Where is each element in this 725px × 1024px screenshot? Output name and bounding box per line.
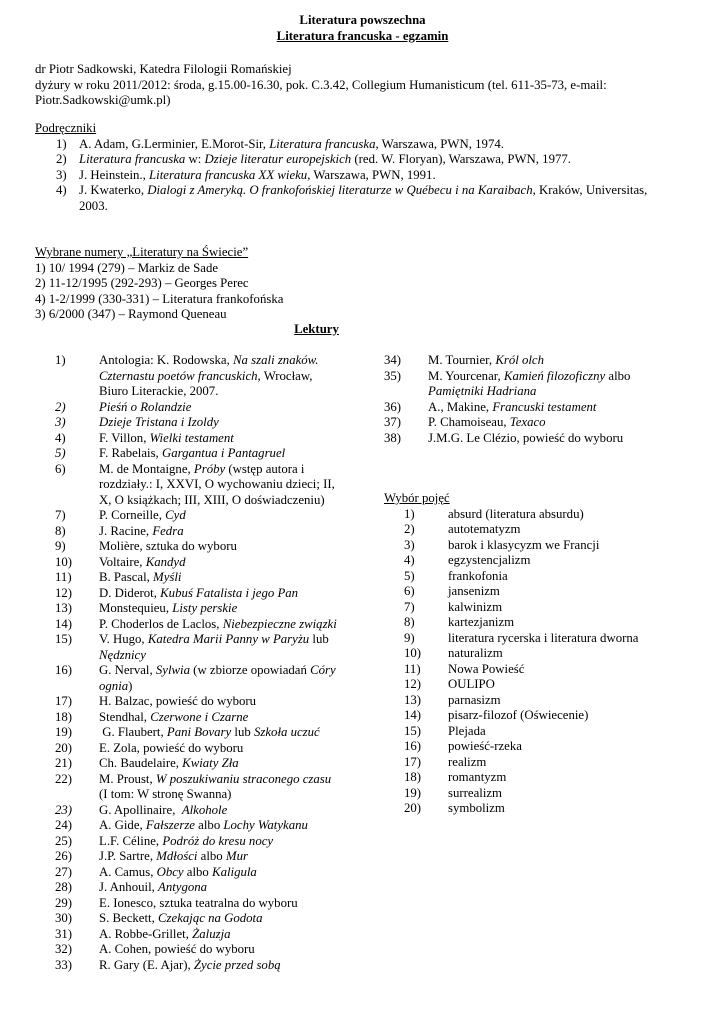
contact-line-1: dr Piotr Sadkowski, Katedra Filologii Romańskiej <box>35 62 292 76</box>
reading-text: Monstequieu, Listy perskie <box>99 601 238 615</box>
concept-item <box>404 708 684 724</box>
reading-number: 37) <box>384 415 402 429</box>
reading-text: Antologia: K. Rodowska, Na szali znaków. Czternastu poetów francuskich, Wrocław, Biuro Literackie, 2007. <box>99 353 319 398</box>
reading-text: F. Rabelais, Gargantua i Pantagruel <box>99 446 286 460</box>
reading-text: L.F. Céline, Podróż do kresu nocy <box>99 833 274 848</box>
concepts-heading: Wybór pojęć <box>384 491 450 505</box>
reading-item <box>55 539 340 555</box>
reading-item <box>55 756 340 772</box>
reading-number: 35) <box>384 368 402 383</box>
concept-number: 7) <box>404 599 415 614</box>
concept-number: 3) <box>404 537 415 552</box>
concept-number: 14) <box>404 708 422 722</box>
concept-text: OULIPO <box>448 677 495 691</box>
reading-text: P. Corneille, Cyd <box>99 508 186 522</box>
textbook-number: 4) <box>56 183 67 197</box>
concept-text: pisarz-filozof (Oświecenie) <box>448 708 589 722</box>
concept-text: realizm <box>448 754 487 769</box>
reading-text: V. Hugo, Katedra Marii Panny w Paryżu lub Nędznicy <box>99 632 329 662</box>
concept-text: literatura rycerska i literatura dworna <box>448 630 639 645</box>
reading-number: 22) <box>55 771 73 786</box>
reading-item <box>55 725 340 741</box>
reading-number: 38) <box>384 430 402 445</box>
reading-item <box>55 927 340 943</box>
textbook-text: A. Adam, G.Lerminier, E.Morot-Sir, Literatura francuska, Warszawa, PWN, 1974. <box>79 136 504 151</box>
reading-number: 18) <box>55 709 73 724</box>
reading-item <box>55 400 340 416</box>
reading-text: E. Zola, powieść do wyboru <box>99 740 244 755</box>
concept-text: symbolizm <box>448 801 505 815</box>
concept-number: 4) <box>404 553 415 567</box>
reading-number: 20) <box>55 740 73 755</box>
reading-item <box>55 911 340 927</box>
reading-text: E. Ionesco, sztuka teatralna do wyboru <box>99 895 298 910</box>
reading-item <box>55 555 340 571</box>
reading-number: 27) <box>55 864 73 879</box>
reading-item <box>55 865 340 881</box>
reading-item <box>55 570 340 586</box>
reading-number: 10) <box>55 554 73 569</box>
readings-list-left <box>55 353 340 973</box>
reading-item <box>55 663 340 694</box>
concept-text: powieść-rzeka <box>448 739 522 753</box>
concept-number: 13) <box>404 692 422 707</box>
concept-number: 5) <box>404 568 415 583</box>
reading-item <box>55 741 340 757</box>
reading-item <box>55 462 340 509</box>
concept-item <box>404 615 684 631</box>
reading-text: A., Makine, Francuski testament <box>428 399 597 414</box>
reading-item <box>55 415 340 431</box>
reading-text: J.M.G. Le Clézio, powieść do wyboru <box>428 430 624 445</box>
reading-item <box>55 818 340 834</box>
concept-item <box>404 646 684 662</box>
reading-item <box>55 446 340 462</box>
reading-text: S. Beckett, Czekając na Godota <box>99 911 263 925</box>
reading-item <box>384 369 684 400</box>
reading-item <box>55 849 340 865</box>
concept-item <box>404 739 684 755</box>
concept-text: kartezjanizm <box>448 615 515 629</box>
reading-text: M. de Montaigne, Próby (wstęp autora i rozdziały.: I, XXVI, O wychowaniu dzieci; II, X, O książkach; III, XIII, O doświadczeniu) <box>99 461 335 507</box>
reading-number: 19) <box>55 725 73 739</box>
reading-number: 5) <box>55 446 66 460</box>
concept-text: kalwinizm <box>448 599 503 614</box>
reading-text: J. Anhouil, Antygona <box>99 880 208 894</box>
reading-number: 4) <box>55 430 66 445</box>
reading-item <box>55 803 340 819</box>
reading-item <box>55 586 340 602</box>
reading-item <box>55 353 340 400</box>
concept-text: jansenizm <box>448 584 500 598</box>
reading-number: 9) <box>55 539 66 553</box>
reading-item <box>55 896 340 912</box>
concept-item <box>404 631 684 647</box>
issues-heading: Wybrane numery „Literatury na Świecie” <box>35 245 249 259</box>
reading-number: 13) <box>55 601 73 615</box>
concept-text: Plejada <box>448 723 486 738</box>
reading-number: 3) <box>55 415 66 429</box>
reading-text: M. Yourcenar, Kamień filozoficzny albo Pamiętniki Hadriana <box>428 368 631 398</box>
reading-text: Ch. Baudelaire, Kwiaty Zła <box>99 756 239 770</box>
concept-number: 17) <box>404 754 422 769</box>
reading-number: 1) <box>55 353 66 367</box>
reading-text: Dzieje Tristana i Izoldy <box>99 415 219 429</box>
reading-text: J.P. Sartre, Mdłości albo Mur <box>99 849 248 863</box>
reading-number: 25) <box>55 833 73 848</box>
concept-item <box>404 724 684 740</box>
issues-list <box>35 261 690 323</box>
reading-number: 24) <box>55 818 73 832</box>
reading-number: 23) <box>55 802 73 817</box>
reading-number: 21) <box>55 756 73 770</box>
reading-number: 30) <box>55 911 73 925</box>
reading-number: 11) <box>55 570 72 584</box>
reading-text: G. Nerval, Sylwia (w zbiorze opowiadań Córy ognia) <box>99 663 336 693</box>
reading-text: R. Gary (E. Ajar), Życie przed sobą <box>99 957 281 972</box>
reading-text: A. Robbe-Grillet, Żaluzja <box>99 926 231 941</box>
reading-number: 15) <box>55 632 73 646</box>
reading-text: F. Villon, Wielki testament <box>99 430 234 445</box>
reading-text: M. Proust, W poszukiwaniu straconego czasu (I tom: W stronę Swanna) <box>99 771 332 801</box>
concept-item <box>404 677 684 693</box>
concept-item <box>404 569 684 585</box>
concept-item <box>404 662 684 678</box>
concept-text: absurd (literatura absurdu) <box>448 506 584 521</box>
reading-text: B. Pascal, Myśli <box>99 570 182 584</box>
contact-info <box>35 62 690 109</box>
concept-number: 19) <box>404 785 422 800</box>
reading-number: 32) <box>55 942 73 956</box>
issue-item: 3) 6/2000 (347) – Raymond Queneau <box>35 307 227 321</box>
concept-number: 6) <box>404 584 415 598</box>
textbooks-heading: Podręczniki <box>35 121 97 135</box>
reading-number: 16) <box>55 663 73 677</box>
reading-item <box>55 601 340 617</box>
issue-item: 4) 1-2/1999 (330-331) – Literatura frankofońska <box>35 291 284 306</box>
reading-item <box>55 694 340 710</box>
concept-number: 20) <box>404 801 422 815</box>
reading-number: 6) <box>55 461 66 476</box>
concept-number: 16) <box>404 739 422 753</box>
reading-text: H. Balzac, powieść do wyboru <box>99 694 257 708</box>
textbook-item <box>35 137 690 153</box>
concept-number: 18) <box>404 770 422 784</box>
concept-number: 8) <box>404 615 415 629</box>
concept-item <box>404 693 684 709</box>
concept-text: frankofonia <box>448 568 508 583</box>
textbooks-section <box>35 121 690 214</box>
concept-number: 1) <box>404 506 415 521</box>
reading-text: P. Choderlos de Laclos, Niebezpieczne związki <box>99 616 337 631</box>
concept-number: 2) <box>404 522 415 536</box>
reading-text: Pieśń o Rolandzie <box>99 399 192 414</box>
reading-text: M. Tournier, Król olch <box>428 353 545 367</box>
reading-item <box>55 880 340 896</box>
reading-number: 34) <box>384 353 402 367</box>
concept-item <box>404 522 684 538</box>
reading-text: Stendhal, Czerwone i Czarne <box>99 709 249 724</box>
reading-text: G. Apollinaire, Alkohole <box>99 802 228 817</box>
textbook-item <box>35 152 690 168</box>
reading-item <box>55 958 340 974</box>
concept-number: 9) <box>404 630 415 645</box>
reading-number: 36) <box>384 399 402 414</box>
textbook-text: Literatura francuska w: Dzieje literatur europejskich (red. W. Floryan), Warszawa, PWN, 1977. <box>79 152 571 166</box>
reading-text: A. Camus, Obcy albo Kaligula <box>99 864 257 879</box>
concept-text: romantyzm <box>448 770 507 784</box>
textbooks-list <box>35 137 690 215</box>
concept-item <box>404 770 684 786</box>
document-title <box>0 13 725 44</box>
reading-item <box>55 710 340 726</box>
reading-text: Molière, sztuka do wyboru <box>99 539 237 553</box>
reading-item <box>55 431 340 447</box>
concept-item <box>404 755 684 771</box>
reading-item <box>384 400 684 416</box>
reading-number: 26) <box>55 849 73 863</box>
reading-item <box>384 431 684 447</box>
concept-item <box>404 507 684 523</box>
reading-number: 29) <box>55 895 73 910</box>
reading-text: A. Cohen, powieść do wyboru <box>99 942 255 956</box>
reading-item <box>55 942 340 958</box>
concept-item <box>404 801 684 817</box>
concept-number: 12) <box>404 677 422 691</box>
textbook-number: 2) <box>56 152 67 166</box>
reading-number: 14) <box>55 616 73 631</box>
reading-item <box>55 508 340 524</box>
reading-text: A. Gide, Fałszerze albo Lochy Watykanu <box>99 818 308 832</box>
reading-item <box>55 632 340 663</box>
concept-text: barok i klasycyzm we Francji <box>448 537 600 552</box>
reading-number: 28) <box>55 880 73 894</box>
reading-item <box>384 415 684 431</box>
title-line-2: Literatura francuska - egzamin <box>276 28 449 43</box>
textbook-item <box>35 168 690 184</box>
reading-number: 17) <box>55 694 73 708</box>
textbook-number: 1) <box>56 136 67 151</box>
reading-text: P. Chamoiseau, Texaco <box>428 415 546 429</box>
concept-text: autotematyzm <box>448 522 521 536</box>
concepts-list <box>384 507 684 817</box>
textbook-number: 3) <box>56 167 67 182</box>
concept-number: 15) <box>404 723 422 738</box>
concept-text: surrealizm <box>448 785 503 800</box>
reading-item <box>55 834 340 850</box>
issues-section <box>35 245 690 323</box>
concept-text: egzystencjalizm <box>448 553 531 567</box>
contact-line-2: dyżury w roku 2011/2012: środa, g.15.00-16.30, pok. C.3.42, Collegium Humanisticum (tel. 611-35-73, e-mail: <box>35 77 607 92</box>
concept-number: 11) <box>404 661 421 676</box>
concept-item <box>404 600 684 616</box>
reading-number: 2) <box>55 399 66 414</box>
reading-text: Voltaire, Kandyd <box>99 554 186 569</box>
readings-heading-text: Lektury <box>294 322 339 336</box>
concept-number: 10) <box>404 646 422 660</box>
concept-text: parnasizm <box>448 692 501 707</box>
reading-item <box>55 617 340 633</box>
reading-number: 33) <box>55 957 73 972</box>
issue-item: 1) 10/ 1994 (279) – Markiz de Sade <box>35 260 219 275</box>
reading-text: G. Flaubert, Pani Bovary lub Szkoła uczuć <box>99 725 320 739</box>
concept-text: naturalizm <box>448 646 503 660</box>
reading-item <box>55 772 340 803</box>
readings-heading <box>0 322 633 338</box>
concept-item <box>404 553 684 569</box>
concept-item <box>404 584 684 600</box>
concepts-section <box>384 491 684 817</box>
textbook-text: J. Kwaterko, Dialogi z Ameryką. O frankofońskiej literaturze w Québecu i na Karaibach, Kraków, Universitas, 2003. <box>79 183 648 213</box>
textbook-text: J. Heinstein., Literatura francuska XX wieku, Warszawa, PWN, 1991. <box>79 167 436 182</box>
concept-text: Nowa Powieść <box>448 661 525 676</box>
reading-number: 31) <box>55 926 73 941</box>
reading-text: D. Diderot, Kubuś Fatalista i jego Pan <box>99 585 299 600</box>
contact-line-3: Piotr.Sadkowski@umk.pl) <box>35 93 171 107</box>
title-line-1: Literatura powszechna <box>299 13 426 27</box>
textbook-item <box>35 183 690 214</box>
reading-number: 7) <box>55 508 66 522</box>
readings-list-right <box>384 353 684 446</box>
reading-number: 12) <box>55 585 73 600</box>
issue-item: 2) 11-12/1995 (292-293) – Georges Perec <box>35 276 249 290</box>
reading-text: J. Racine, Fedra <box>99 523 184 538</box>
reading-item <box>384 353 684 369</box>
concept-item <box>404 786 684 802</box>
concept-item <box>404 538 684 554</box>
reading-number: 8) <box>55 523 66 538</box>
reading-item <box>55 524 340 540</box>
